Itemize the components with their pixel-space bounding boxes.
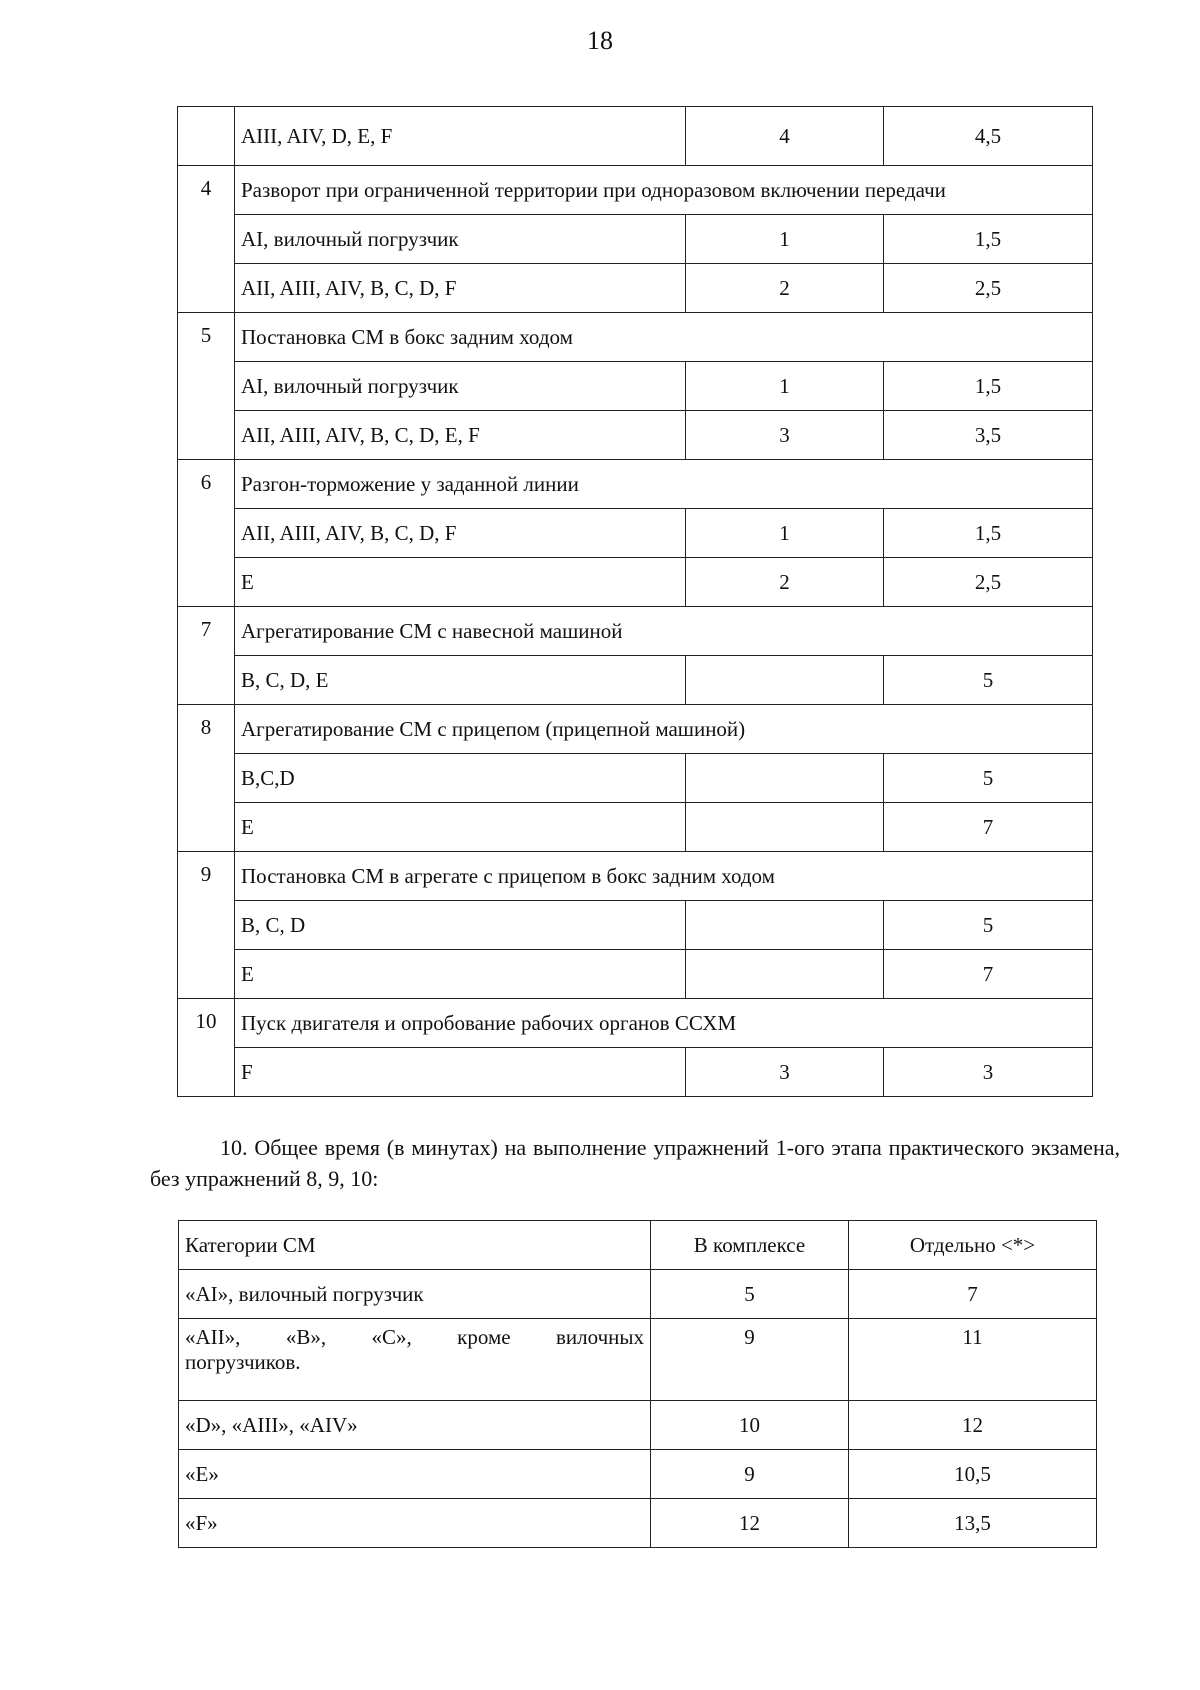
table-row: [178, 754, 1093, 803]
category-cell: AII, AIII, AIV, B, C, D, F: [235, 509, 686, 558]
header-row: [179, 1221, 1097, 1270]
exercise-title-row: [178, 460, 1093, 509]
exercise-title: Разворот при ограниченной территории при одноразовом включении передачи: [235, 166, 1093, 215]
exercise-title: Пуск двигателя и опробование рабочих органов ССХМ: [235, 999, 1093, 1048]
value-cell-2: 3: [884, 1048, 1093, 1097]
exercise-number: 4: [178, 166, 235, 313]
table-row: [179, 1450, 1097, 1499]
category-word: кроме: [457, 1325, 511, 1349]
separate-time-cell: 7: [849, 1270, 1097, 1319]
value-cell-2: 3,5: [884, 411, 1093, 460]
exercise-number: [178, 107, 235, 166]
value-cell-1: 1: [686, 509, 884, 558]
table-row: [178, 558, 1093, 607]
value-cell-2: 5: [884, 754, 1093, 803]
value-cell-2: 2,5: [884, 264, 1093, 313]
category-cell: «F»: [179, 1499, 651, 1548]
exercise-title: Постановка СМ в бокс задним ходом: [235, 313, 1093, 362]
table-row: [179, 1499, 1097, 1548]
category-cell: AI, вилочный погрузчик: [235, 362, 686, 411]
value-cell-1: 1: [686, 362, 884, 411]
separate-time-cell: 13,5: [849, 1499, 1097, 1548]
value-cell-1: [686, 656, 884, 705]
value-cell-2: 1,5: [884, 215, 1093, 264]
table-row: [178, 215, 1093, 264]
value-cell-1: 3: [686, 411, 884, 460]
table-row: [178, 107, 1093, 166]
value-cell-2: 5: [884, 901, 1093, 950]
value-cell-1: 2: [686, 558, 884, 607]
value-cell-2: 7: [884, 950, 1093, 999]
complex-time-cell: 10: [651, 1401, 849, 1450]
column-header: В комплексе: [651, 1221, 849, 1270]
value-cell-2: 4,5: [884, 107, 1093, 166]
table-row: [179, 1401, 1097, 1450]
table-row: [178, 901, 1093, 950]
category-cell: B, C, D, E: [235, 656, 686, 705]
table-row: [178, 509, 1093, 558]
column-header: Отдельно <*>: [849, 1221, 1097, 1270]
exercise-title: Постановка СМ в агрегате с прицепом в бокс задним ходом: [235, 852, 1093, 901]
exercise-title-row: [178, 607, 1093, 656]
exercise-title-row: [178, 705, 1093, 754]
category-cell: [179, 1319, 651, 1401]
table-row: [178, 264, 1093, 313]
value-cell-2: 5: [884, 656, 1093, 705]
exercise-title-row: [178, 999, 1093, 1048]
category-cell: B, C, D: [235, 901, 686, 950]
category-cell: AI, вилочный погрузчик: [235, 215, 686, 264]
category-cell: F: [235, 1048, 686, 1097]
category-word: «B»,: [285, 1325, 327, 1349]
table-row: [179, 1319, 1097, 1401]
category-cell: B,C,D: [235, 754, 686, 803]
separate-time-cell: 12: [849, 1401, 1097, 1450]
table-row: [178, 656, 1093, 705]
category-cell: AII, AIII, AIV, B, C, D, E, F: [235, 411, 686, 460]
section-paragraph: 10. Общее время (в минутах) на выполнение упражнений 1-ого этапа практического экзамена, без упражнений 8, 9, 10:: [150, 1135, 1120, 1191]
exercise-title: Агрегатирование СМ с прицепом (прицепной машиной): [235, 705, 1093, 754]
value-cell-1: [686, 950, 884, 999]
exercise-title-row: [178, 166, 1093, 215]
category-cell: AII, AIII, AIV, B, C, D, F: [235, 264, 686, 313]
category-cell: E: [235, 558, 686, 607]
category-line: [185, 1325, 644, 1350]
exercise-title: Разгон-торможение у заданной линии: [235, 460, 1093, 509]
page-number: 18: [587, 26, 613, 55]
category-line: погрузчиков.: [185, 1350, 301, 1374]
category-cell: «D», «AIII», «AIV»: [179, 1401, 651, 1450]
exercise-number: 6: [178, 460, 235, 607]
value-cell-1: [686, 901, 884, 950]
table-row: [179, 1270, 1097, 1319]
exercise-title-row: [178, 852, 1093, 901]
table-row: [178, 950, 1093, 999]
exercise-title-row: [178, 313, 1093, 362]
value-cell-1: 3: [686, 1048, 884, 1097]
category-cell: E: [235, 950, 686, 999]
exercise-number: 8: [178, 705, 235, 852]
separate-time-cell: 10,5: [849, 1450, 1097, 1499]
category-cell: AIII, AIV, D, E, F: [235, 107, 686, 166]
exercise-number: 7: [178, 607, 235, 705]
exercise-number: 10: [178, 999, 235, 1097]
column-header: Категории СМ: [179, 1221, 651, 1270]
table-row: [178, 362, 1093, 411]
category-word: вилочных: [555, 1325, 644, 1349]
exercise-number: 5: [178, 313, 235, 460]
value-cell-1: 2: [686, 264, 884, 313]
complex-time-cell: 12: [651, 1499, 849, 1548]
complex-time-cell: 5: [651, 1270, 849, 1319]
value-cell-2: 2,5: [884, 558, 1093, 607]
category-cell: E: [235, 803, 686, 852]
value-cell-1: 1: [686, 215, 884, 264]
category-cell: «E»: [179, 1450, 651, 1499]
value-cell-1: [686, 754, 884, 803]
category-cell: «AI», вилочный погрузчик: [179, 1270, 651, 1319]
complex-time-cell: 9: [651, 1319, 849, 1401]
value-cell-2: 7: [884, 803, 1093, 852]
value-cell-2: 1,5: [884, 509, 1093, 558]
value-cell-2: 1,5: [884, 362, 1093, 411]
exercise-table: [177, 106, 1093, 1097]
value-cell-1: 4: [686, 107, 884, 166]
table-row: [178, 411, 1093, 460]
category-word: «AII»,: [185, 1325, 241, 1349]
separate-time-cell: 11: [849, 1319, 1097, 1401]
total-time-table: [178, 1220, 1097, 1548]
exercise-title: Агрегатирование СМ с навесной машиной: [235, 607, 1093, 656]
value-cell-1: [686, 803, 884, 852]
table-row: [178, 803, 1093, 852]
exercise-number: 9: [178, 852, 235, 999]
complex-time-cell: 9: [651, 1450, 849, 1499]
table-row: [178, 1048, 1093, 1097]
category-word: «C»,: [371, 1325, 412, 1349]
